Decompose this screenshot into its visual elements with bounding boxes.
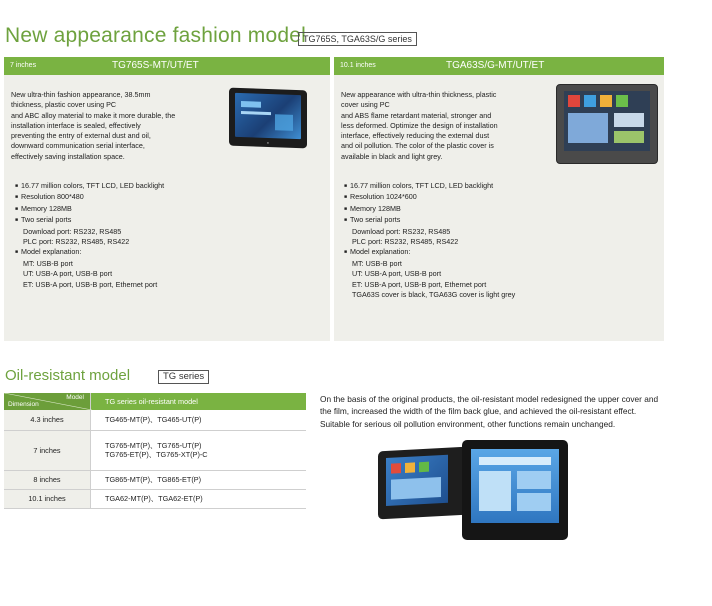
hmi-oil-small-image (378, 447, 468, 520)
row-dimension: 7 inches (4, 430, 91, 470)
table-column-header: TG series oil-resistant model (91, 393, 307, 410)
table-row (4, 430, 306, 470)
table-row (4, 489, 306, 508)
row-models: TG465-MT(P)、TG465-UT(P) (91, 410, 307, 430)
hmi-oil-large-image (462, 440, 568, 540)
panel-header (4, 57, 330, 75)
panel-specs: ■ 16.77 million colors, TFT LCD, LED backlight ■ Resolution 800*480 ■ Memory 128MB ■ Two serial ports Download port: RS232, RS485 PLC port: RS232, RS485, RS422 ■ Model explanation: MT: USB-B port UT: USB-A port, USB-B port ET: USB-A port, USB-B port, Ethernet port (15, 181, 315, 290)
table-header-row (4, 393, 306, 410)
section-title-fashion: New appearance fashion model (5, 24, 306, 47)
table-row (4, 410, 306, 430)
panel-header (334, 57, 664, 75)
panel-7-inch (4, 57, 330, 341)
panel-size-label: 10.1 inches (340, 62, 376, 69)
hmi-10-inch-image (556, 84, 658, 164)
series-tag-fashion: TG765S, TGA63S/G series (298, 32, 417, 46)
row-models: TG865-MT(P)、TG865-ET(P) (91, 470, 307, 489)
panel-10-inch (334, 57, 664, 341)
row-dimension: 10.1 inches (4, 489, 91, 508)
panel-specs: ■ 16.77 million colors, TFT LCD, LED backlight ■ Resolution 1024*600 ■ Memory 128MB ■ Two serial ports Download port: RS232, RS485 PLC port: RS232, RS485, RS422 ■ Model explanation: MT: USB-B port UT: USB-A port, USB-B port ET: USB-A port, USB-B port, Ethernet port TGA63S cover is black, TGA63G cover is light grey (344, 181, 654, 300)
corner-model-label: Model (66, 394, 84, 401)
section-title-oil-resistant: Oil-resistant model (5, 367, 131, 384)
row-dimension: 8 inches (4, 470, 91, 489)
panel-size-label: 7 inches (10, 62, 37, 69)
table-corner-cell (4, 393, 91, 410)
panel-description: New appearance with ultra-thin thickness, plastic cover using PC and ABS flame retardant material, stronger and less deformed. Optimize the design of installation interface, effectively reducing the external dust and oil pollution. The color of the plastic cover is available in black and light grey. (341, 90, 498, 161)
panel-model-label: TGA63S/G-MT/UT/ET (446, 60, 545, 71)
oil-resistant-table (4, 393, 306, 509)
table-row (4, 470, 306, 489)
corner-dimension-label: Dimension (8, 401, 39, 408)
panel-model-label: TG765S-MT/UT/ET (112, 60, 199, 71)
hmi-7-inch-image: ● (229, 88, 307, 149)
row-models: TG765-MT(P)、TG765-UT(P) TG765-ET(P)、TG765-XT(P)-C (91, 430, 307, 470)
series-tag-oil: TG series (158, 370, 209, 384)
row-dimension: 4.3 inches (4, 410, 91, 430)
row-models: TGA62-MT(P)、TGA62-ET(P) (91, 489, 307, 508)
oil-resistant-description: On the basis of the original products, the oil-resistant model redesigned the upper cover and the film, increased the width of the film back glue, and achieved the oil-resistant effect. Suitable for serious oil pollution environment, other functions remain unchanged. (320, 394, 659, 429)
panel-description: New ultra-thin fashion appearance, 38.5mm thickness, plastic cover using PC and ABC alloy material to make it more durable, the installation interface is sealed, effectively preventing the entry of external dust and oil, downward communication serial interface, effectively saving installation space. (11, 90, 176, 161)
